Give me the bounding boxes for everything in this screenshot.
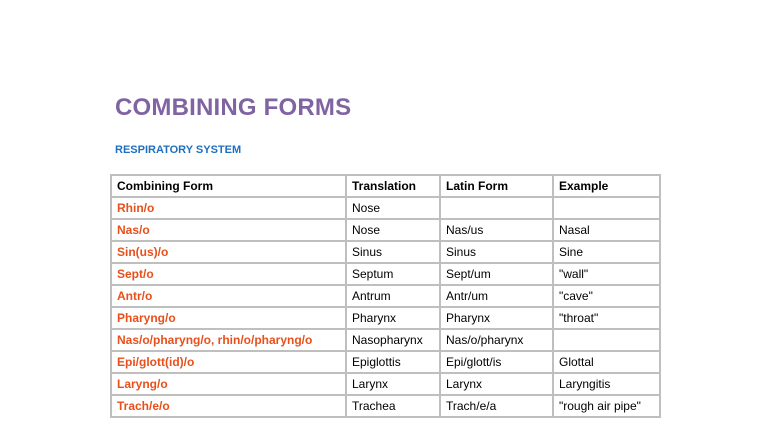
- latin-form-cell: Sept/um: [440, 263, 553, 285]
- translation-cell: Sinus: [346, 241, 440, 263]
- table-row: [111, 307, 660, 329]
- latin-form-cell: Larynx: [440, 373, 553, 395]
- example-cell: [553, 329, 660, 351]
- example-cell: "throat": [553, 307, 660, 329]
- table-row: [111, 285, 660, 307]
- page-title: COMBINING FORMS: [115, 94, 352, 121]
- combining-form-cell: Antr/o: [111, 285, 346, 307]
- latin-form-cell: Trach/e/a: [440, 395, 553, 417]
- header-translation: Translation: [346, 175, 440, 197]
- translation-cell: Epiglottis: [346, 351, 440, 373]
- translation-cell: Larynx: [346, 373, 440, 395]
- table-row: [111, 263, 660, 285]
- example-cell: [553, 197, 660, 219]
- example-cell: "cave": [553, 285, 660, 307]
- translation-cell: Antrum: [346, 285, 440, 307]
- latin-form-cell: [440, 197, 553, 219]
- combining-form-cell: Rhin/o: [111, 197, 346, 219]
- translation-cell: Pharynx: [346, 307, 440, 329]
- example-cell: Glottal: [553, 351, 660, 373]
- combining-form-cell: Laryng/o: [111, 373, 346, 395]
- header-example: Example: [553, 175, 660, 197]
- example-cell: "rough air pipe": [553, 395, 660, 417]
- example-cell: Nasal: [553, 219, 660, 241]
- translation-cell: Nasopharynx: [346, 329, 440, 351]
- table-row: [111, 373, 660, 395]
- combining-form-cell: Sept/o: [111, 263, 346, 285]
- translation-cell: Trachea: [346, 395, 440, 417]
- latin-form-cell: Nas/o/pharynx: [440, 329, 553, 351]
- header-combining-form: Combining Form: [111, 175, 346, 197]
- latin-form-cell: Pharynx: [440, 307, 553, 329]
- combining-form-cell: Sin(us)/o: [111, 241, 346, 263]
- translation-cell: Nose: [346, 197, 440, 219]
- combining-form-cell: Trach/e/o: [111, 395, 346, 417]
- latin-form-cell: Sinus: [440, 241, 553, 263]
- latin-form-cell: Nas/us: [440, 219, 553, 241]
- translation-cell: Septum: [346, 263, 440, 285]
- example-cell: Laryngitis: [553, 373, 660, 395]
- header-latin-form: Latin Form: [440, 175, 553, 197]
- table-row: [111, 241, 660, 263]
- table-row: [111, 351, 660, 373]
- table-row: [111, 197, 660, 219]
- combining-forms-table: [110, 174, 661, 418]
- translation-cell: Nose: [346, 219, 440, 241]
- combining-form-cell: Epi/glott(id)/o: [111, 351, 346, 373]
- latin-form-cell: Antr/um: [440, 285, 553, 307]
- table-header-row: [111, 175, 660, 197]
- table-row: [111, 219, 660, 241]
- example-cell: Sine: [553, 241, 660, 263]
- section-heading: RESPIRATORY SYSTEM: [115, 144, 242, 156]
- example-cell: "wall": [553, 263, 660, 285]
- combining-form-cell: Nas/o: [111, 219, 346, 241]
- table-row: [111, 395, 660, 417]
- combining-form-cell: Pharyng/o: [111, 307, 346, 329]
- table-row: [111, 329, 660, 351]
- combining-form-cell: Nas/o/pharyng/o, rhin/o/pharyng/o: [111, 329, 346, 351]
- latin-form-cell: Epi/glott/is: [440, 351, 553, 373]
